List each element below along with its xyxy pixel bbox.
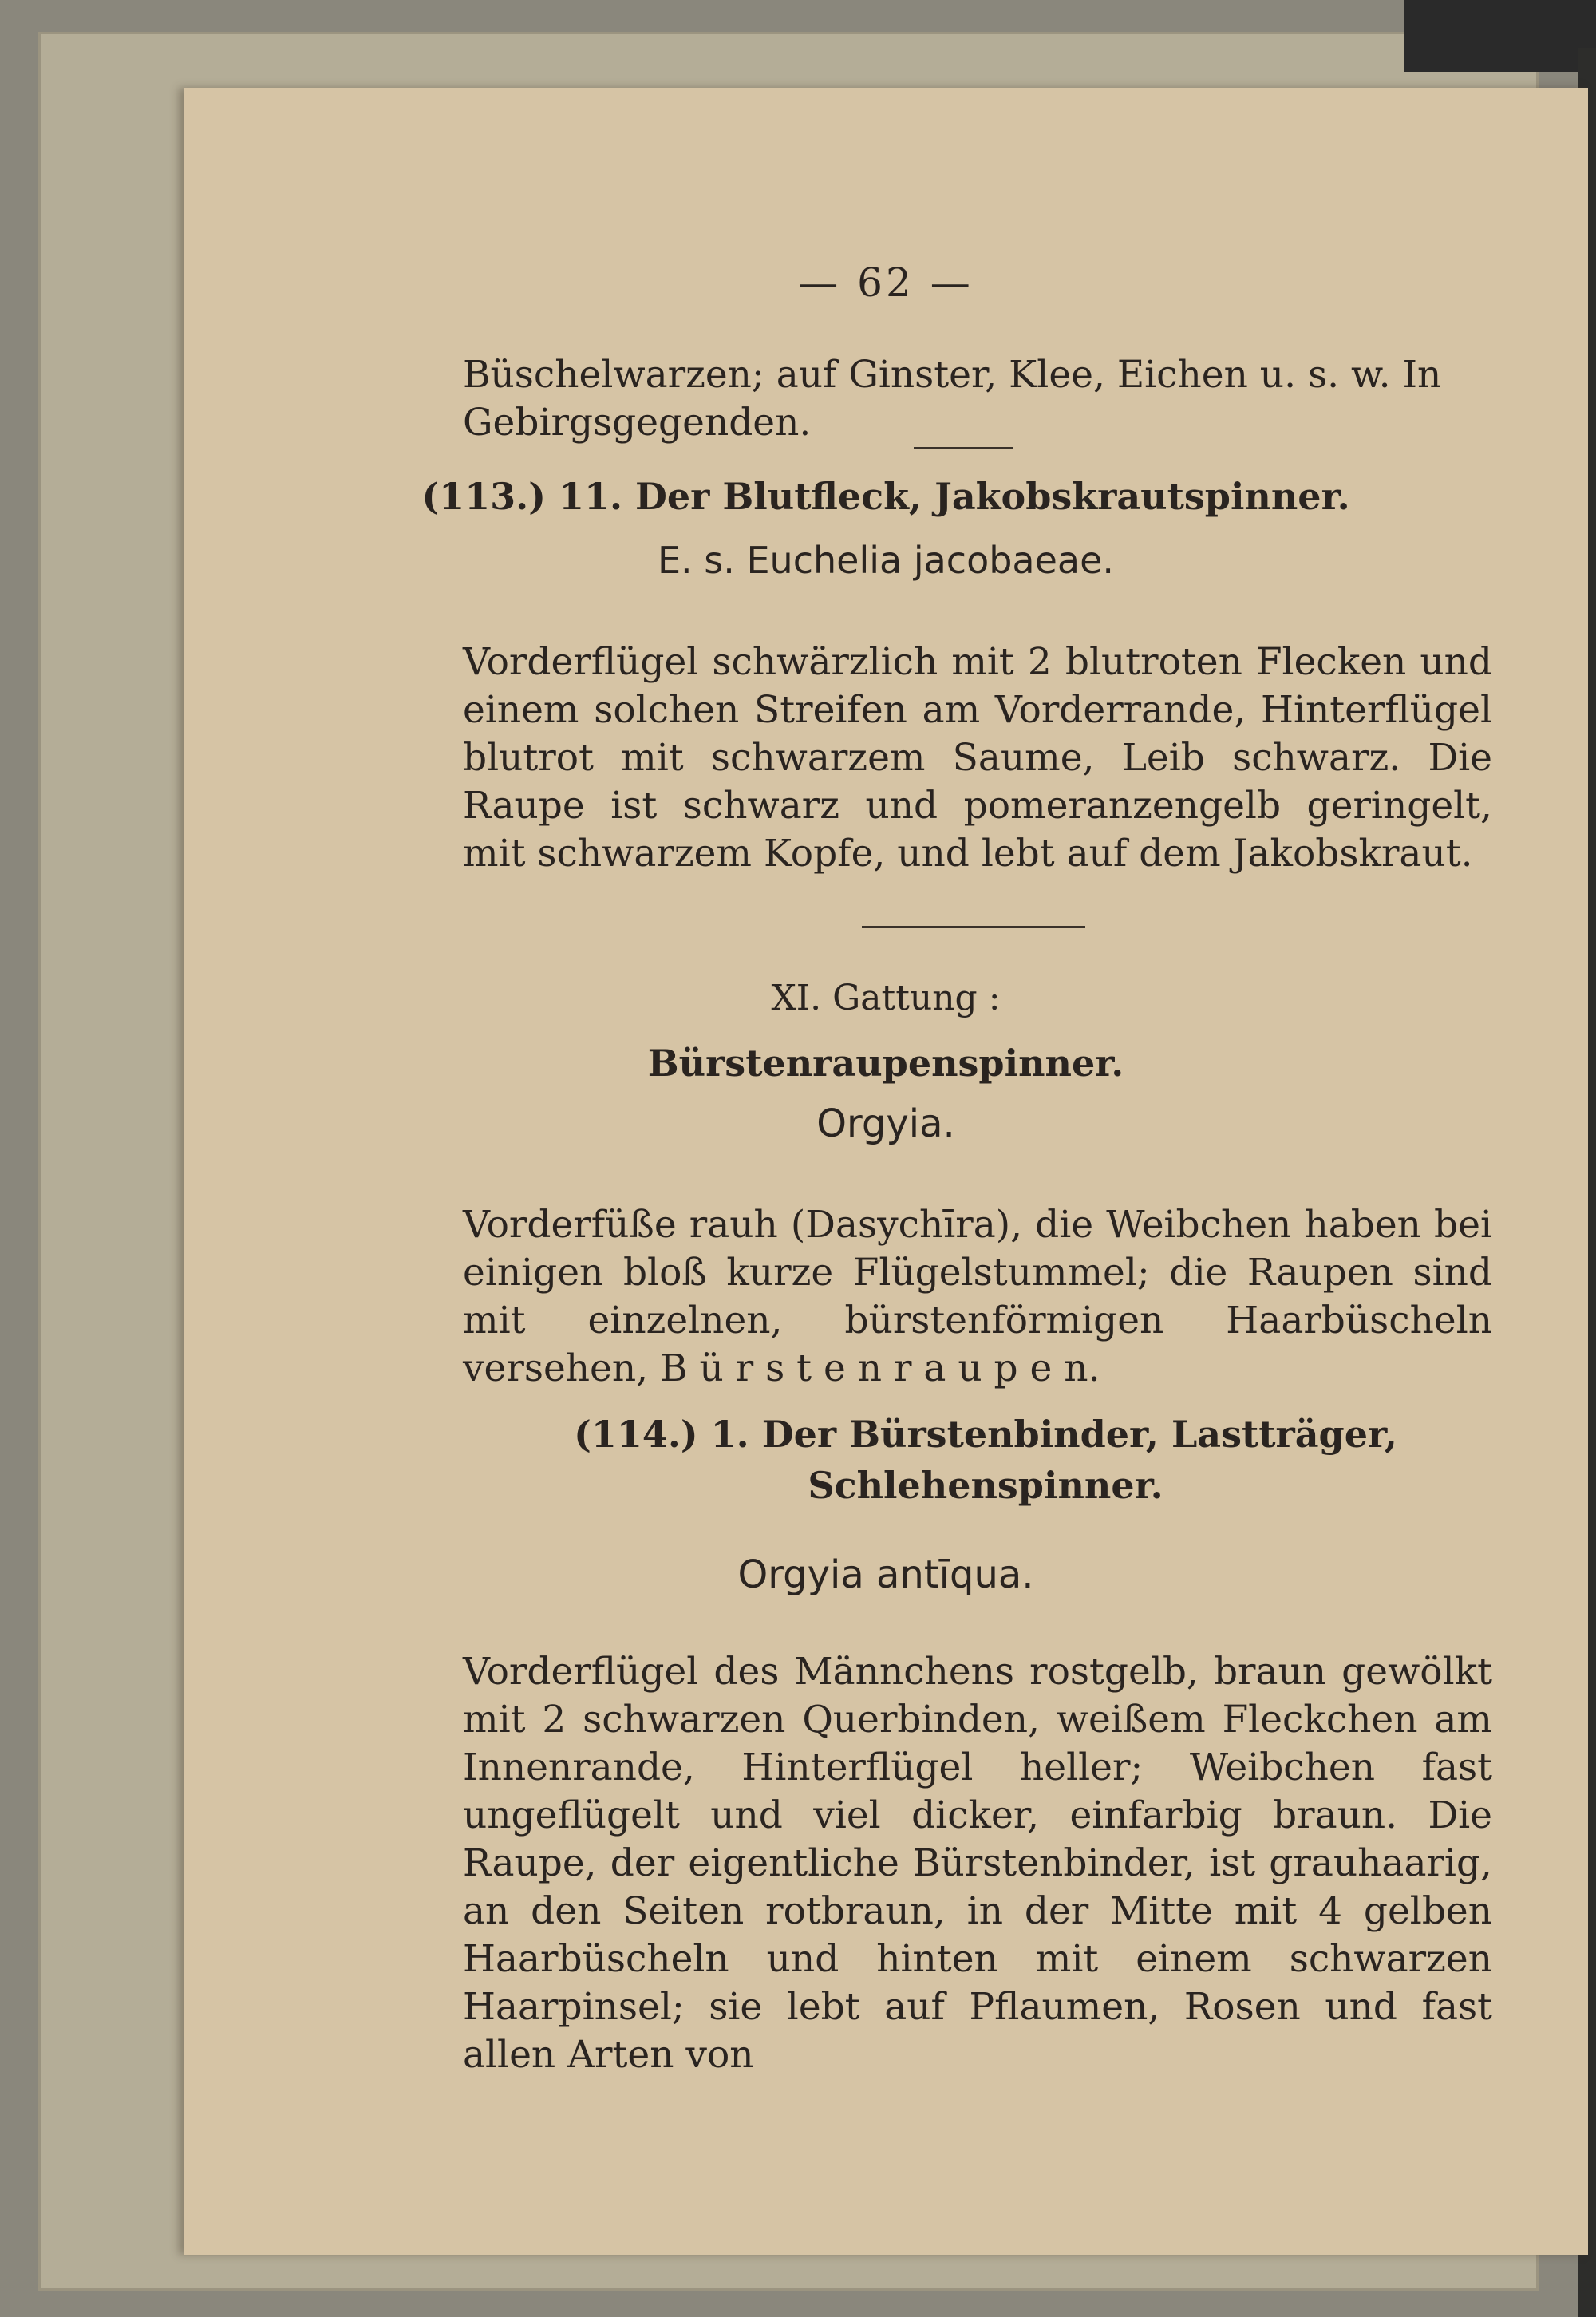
species-113-description: Vorderflügel schwärzlich mit 2 blutroten Flecken und einem solchen Streifen am Vorderrande, Hinterflügel blutrot mit schwarzem Saume, Leib schwarz. Die Raupe ist schwarz und pomeranzengelb geringelt, mit schwarzem Kopfe, und lebt auf dem Jakobskraut.	[463, 640, 1492, 876]
genus-label: XI. Gattung :	[771, 978, 1001, 1018]
continuation-paragraph: Büschelwarzen; auf Ginster, Klee, Eichen u. s. w. In Gebirgsgegenden.	[463, 353, 1442, 445]
page-number: — 62 —	[798, 259, 974, 306]
species-114-description: Vorderflügel des Männchens rostgelb, braun gewölkt mit 2 schwarzen Querbinden, weißem Fleckchen am Innenrande, Hinterflügel heller; Weibchen fast ungeflügelt und viel dicker, einfarbig braun. Die Raupe, der eigentliche Bürstenbinder, ist grauhaarig, an den Seiten rotbraun, in der Mitte mit 4 gelben Haarbüscheln und hinten mit einem schwarzen Haarpinsel; sie lebt auf Pflaumen, Rosen und fast allen Arten von	[463, 1650, 1492, 2077]
species-113-latin-name: E. s. Euchelia jacobaeae.	[657, 539, 1115, 582]
genus-latin-name: Orgyia.	[816, 1101, 955, 1146]
background-corner	[1404, 0, 1596, 72]
species-114-heading: (114.) 1. Der Bürstenbinder, Lastträger, Schlehenspinner.	[574, 1413, 1397, 1507]
species-113-heading: (113.) 11. Der Blutfleck, Jakobskrautspinner.	[421, 475, 1350, 518]
genus-description: Vorderfüße rauh (Dasychīra), die Weibchen haben bei einigen bloß kurze Flügelstummel; die Raupen sind mit einzelnen, bürstenförmigen Haarbüscheln versehen, B ü r s t e n r a u p e n.	[463, 1203, 1492, 1390]
section-divider	[914, 447, 1013, 449]
genus-name: Bürstenraupenspinner.	[647, 1042, 1124, 1085]
species-114-latin-name: Orgyia antīqua.	[737, 1552, 1034, 1597]
book-page	[184, 88, 1588, 2255]
section-divider	[862, 926, 1085, 928]
